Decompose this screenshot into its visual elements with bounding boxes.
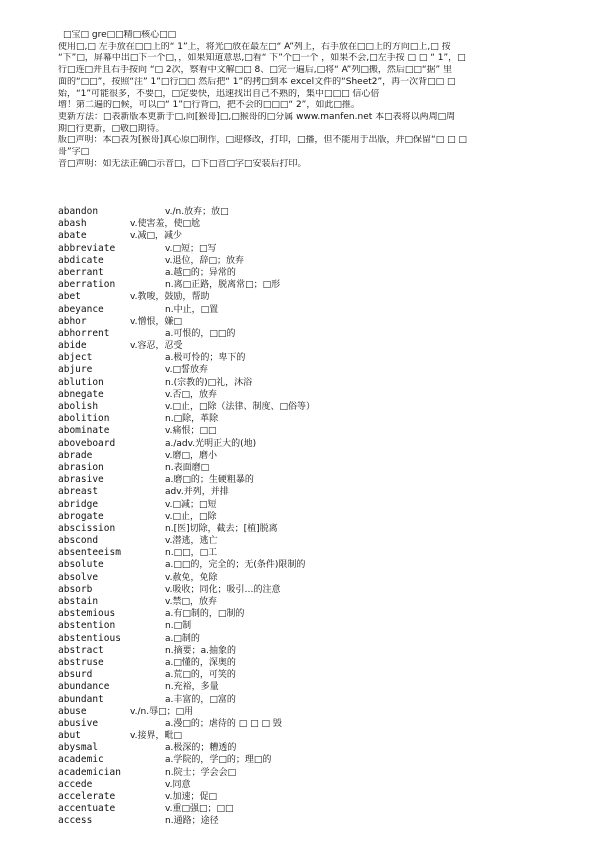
vocabulary-row — [58, 340, 558, 352]
vocabulary-definition: v.使害羞，使□尬 — [130, 219, 200, 230]
vocabulary-word: accelerate — [58, 791, 116, 802]
vocabulary-definition: v.接界，毗□ — [130, 731, 182, 742]
vocabulary-row — [58, 401, 558, 413]
vocabulary-row — [58, 474, 558, 486]
vocabulary-word: abrade — [58, 449, 93, 461]
vocabulary-definition: a.可恨的，□□的 — [165, 328, 236, 339]
vocabulary-row — [58, 620, 558, 632]
vocabulary-word: abstract — [58, 644, 104, 656]
vocabulary-definition: v.重□强□；□□ — [165, 804, 234, 815]
vocabulary-definition: adv.并列，并排 — [165, 487, 229, 498]
vocabulary-row — [58, 462, 558, 474]
vocabulary-word: abjure — [58, 364, 93, 376]
vocabulary-row — [58, 572, 558, 584]
vocabulary-word: absenteeism — [58, 547, 121, 559]
vocabulary-word: abuse — [58, 705, 87, 717]
vocabulary-row — [58, 413, 558, 425]
vocabulary-word: abnegate — [58, 388, 104, 400]
vocabulary-definition: v.□减；□短 — [165, 499, 217, 510]
intro-line: 使用□,□ 左手放在□□上的“ 1”上，将光□放在最左□“ A”列上，右手放在□□上的方向□上,□ 按 — [58, 41, 451, 52]
vocabulary-row — [58, 742, 558, 754]
vocabulary-definition: v.磨□，磨小 — [165, 450, 217, 461]
vocabulary-row — [58, 694, 558, 706]
vocabulary-word: aberrant — [58, 266, 104, 278]
vocabulary-definition: n.□□，□工 — [165, 548, 218, 559]
vocabulary-row — [58, 669, 558, 681]
intro-section — [58, 30, 558, 170]
intro-line: 面的“□□”，按照“注” 1”□行□□ 然后把“ 1”的拷□到本 excel文件的“Sheet2”，再一次背□□ □ — [58, 76, 456, 87]
vocabulary-row — [58, 352, 558, 364]
intro-line: “下”□，屏幕中出□下一个□，，如果知道意思,□看“ 下”个□一个 ，如果不会,□左手按 □ □ “ 1”，□ — [58, 53, 466, 64]
vocabulary-definition: v.容忍，忍受 — [130, 341, 183, 352]
vocabulary-row — [58, 681, 558, 693]
intro-line: 增！第二遍的□候，可以□“ 1”□行背□，把不会的□□□“ 2”，如此□推。 — [58, 100, 360, 111]
vocabulary-definition: a./adv.光明正大的(地) — [165, 438, 257, 449]
intro-line: 哥”字□ — [58, 147, 90, 158]
vocabulary-row — [58, 608, 558, 620]
vocabulary-definition: a.极可怜的；卑下的 — [165, 353, 246, 364]
update-method-line: 更新方法：□表新版本更新于□,向[猴哥]□,□猴哥的□分属 www.manfen.net 本□表将以两周□周 — [58, 111, 456, 122]
vocabulary-row — [58, 559, 558, 571]
vocabulary-definition: n.□制 — [165, 621, 192, 632]
vocabulary-definition: a.越□的；异常的 — [165, 267, 236, 278]
vocabulary-definition: a.极深的；糟透的 — [165, 743, 237, 754]
vocabulary-word: abdicate — [58, 254, 104, 266]
vocabulary-row — [58, 291, 558, 303]
vocabulary-row — [58, 511, 558, 523]
vocabulary-word: absorb — [58, 583, 93, 595]
vocabulary-row — [58, 645, 558, 657]
vocabulary-definition: a.磨□的；生硬粗暴的 — [165, 475, 254, 486]
vocabulary-word: abundant — [58, 693, 104, 705]
vocabulary-row — [58, 730, 558, 742]
vocabulary-word: abstruse — [58, 656, 104, 668]
vocabulary-row — [58, 499, 558, 511]
vocabulary-definition: a.□制的 — [165, 633, 200, 644]
vocabulary-word: abate — [58, 230, 87, 242]
vocabulary-row — [58, 230, 558, 242]
vocabulary-definition: n.离□正路，脱离常□；□形 — [165, 280, 281, 291]
vocabulary-row — [58, 706, 558, 718]
vocabulary-word: abhorrent — [58, 327, 110, 339]
vocabulary-word: abet — [58, 291, 81, 303]
vocabulary-word: accede — [58, 778, 93, 790]
vocabulary-row — [58, 657, 558, 669]
intro-line: 始，“1”可能很多，不要□，□定要快，迅速找出自己不熟的，集中□□□ 信心倍 — [58, 88, 380, 99]
vocabulary-definition: a.丰富的，□富的 — [165, 694, 236, 705]
vocabulary-word: abject — [58, 352, 93, 364]
vocabulary-row — [58, 803, 558, 815]
vocabulary-definition: v.退位，辞□；放弃 — [165, 255, 244, 266]
vocabulary-row — [58, 450, 558, 462]
vocabulary-row — [58, 279, 558, 291]
vocabulary-definition: n.充裕，多量 — [165, 682, 219, 693]
vocabulary-definition: v.加速；促□ — [165, 792, 217, 802]
vocabulary-row — [58, 486, 558, 498]
vocabulary-definition: n.(宗教的)□礼，沐浴 — [165, 377, 253, 388]
vocabulary-definition: v.□止，□除 — [165, 511, 217, 522]
vocabulary-word: abominate — [58, 425, 110, 437]
vocabulary-word: access — [58, 815, 93, 827]
vocabulary-row — [58, 767, 558, 779]
vocabulary-row — [58, 718, 558, 730]
vocabulary-row — [58, 328, 558, 340]
vocabulary-definition: v./n.辱□；□用 — [130, 706, 194, 717]
vocabulary-definition: a.荒□的，可笑的 — [165, 670, 236, 681]
vocabulary-word: abolition — [58, 413, 110, 425]
intro-line: 期□行更新，□敬□期待。 — [58, 123, 165, 134]
vocabulary-word: ablution — [58, 376, 104, 388]
vocabulary-row — [58, 535, 558, 547]
vocabulary-word: abrasive — [58, 474, 104, 486]
vocabulary-row — [58, 779, 558, 791]
vocabulary-word: abolish — [58, 401, 99, 412]
vocabulary-definition: v.否□，放弃 — [165, 389, 217, 400]
vocabulary-definition: v.教唆，鼓励，帮助 — [130, 292, 210, 303]
vocabulary-row — [58, 425, 558, 437]
vocabulary-word: academic — [58, 754, 104, 766]
intro-line: 行□连□并且右手按向 “□ 2次，察看中文解□□ 8、□完一遍后,□将“ A”列□搬，然后□□“据” 里 — [58, 65, 453, 76]
vocabulary-word: abundance — [58, 681, 110, 693]
vocabulary-definition: v.□誓放弃 — [165, 365, 208, 376]
vocabulary-word: absolve — [58, 571, 99, 583]
vocabulary-definition: n.通路；途径 — [165, 816, 219, 827]
vocabulary-row — [58, 267, 558, 279]
vocabulary-row — [58, 438, 558, 450]
vocabulary-word: abstention — [58, 620, 116, 632]
vocabulary-definition: v.憎恨，嫌□ — [130, 316, 182, 327]
vocabulary-word: abbreviate — [58, 242, 116, 254]
vocabulary-word: abreast — [58, 486, 99, 498]
vocabulary-word: abysmal — [58, 742, 99, 754]
vocabulary-list — [58, 206, 558, 828]
vocabulary-definition: a.□懂的，深奥的 — [165, 657, 236, 668]
vocabulary-row — [58, 218, 558, 230]
vocabulary-definition: v.同意 — [165, 779, 191, 790]
vocabulary-word: absolute — [58, 559, 104, 571]
vocabulary-definition: n.[医]切除，截去；[植]脱离 — [165, 523, 278, 534]
vocabulary-definition: v.赦免，免除 — [165, 572, 218, 583]
vocabulary-definition: a.□□的，完全的；无(条件)限制的 — [165, 560, 306, 571]
vocabulary-definition: a.漫□的；虐待的 □ □ □ 毁 — [165, 718, 282, 729]
vocabulary-row — [58, 523, 558, 535]
vocabulary-row — [58, 316, 558, 328]
vocabulary-word: abandon — [58, 206, 99, 217]
vocabulary-row — [58, 596, 558, 608]
vocabulary-row — [58, 377, 558, 389]
vocabulary-definition: n.中止，□置 — [165, 304, 219, 315]
vocabulary-definition: n.□除，革除 — [165, 414, 219, 425]
vocabulary-definition: a.学院的，学□的；理□的 — [165, 755, 272, 766]
vocabulary-definition: v.□止，□除（法律、制度、□俗等） — [165, 402, 315, 412]
vocabulary-definition: v.□短；□写 — [165, 243, 217, 254]
vocabulary-word: abeyance — [58, 303, 104, 315]
vocabulary-definition: v./n.放弃；放□ — [165, 207, 229, 217]
vocabulary-word: accentuate — [58, 803, 116, 815]
vocabulary-row — [58, 584, 558, 596]
vocabulary-definition: n.院士；学会会□ — [165, 767, 237, 778]
vocabulary-definition: n.摘要；a.抽象的 — [165, 645, 236, 656]
vocabulary-word: abstemious — [58, 608, 116, 620]
vocabulary-row — [58, 791, 558, 803]
vocabulary-row — [58, 754, 558, 766]
vocabulary-word: abash — [58, 218, 87, 230]
vocabulary-row — [58, 304, 558, 316]
vocabulary-definition: v.痛恨；□□ — [165, 426, 217, 437]
vocabulary-word: abscond — [58, 535, 99, 547]
vocabulary-definition: v.减□，减少 — [130, 231, 182, 242]
vocabulary-word: abrasion — [58, 461, 104, 473]
vocabulary-definition: v.吸收；同化；吸引…的注意 — [165, 584, 281, 595]
vocabulary-word: abrogate — [58, 510, 104, 522]
vocabulary-word: abscission — [58, 522, 116, 534]
vocabulary-definition: v.禁□，放弃 — [165, 597, 217, 607]
vocabulary-word: abhor — [58, 315, 87, 327]
vocabulary-row — [58, 206, 558, 218]
phonetic-note-line: 音□声明：如无法正确□示音□，□下□音□字□安装后打印。 — [58, 158, 307, 169]
document-title: □宝□ gre□□精□核心□□ — [63, 30, 177, 40]
vocabulary-row — [58, 815, 558, 827]
vocabulary-row — [58, 243, 558, 255]
vocabulary-row — [58, 389, 558, 401]
vocabulary-word: aboveboard — [58, 437, 116, 449]
vocabulary-definition: v.潜逃，逃亡 — [165, 536, 218, 547]
vocabulary-word: abstentious — [58, 632, 121, 644]
vocabulary-word: abut — [58, 730, 81, 742]
vocabulary-row — [58, 547, 558, 559]
vocabulary-word: abusive — [58, 717, 99, 729]
vocabulary-definition: a.有□制的，□制的 — [165, 609, 245, 620]
copyright-line: 版□声明：本□表为[猴哥]真心原□制作，□迎修改，打印，□播，但不能用于出版，并□保留“□ □ □ — [58, 135, 467, 146]
vocabulary-word: aberration — [58, 279, 116, 291]
vocabulary-word: academician — [58, 766, 121, 778]
vocabulary-word: abide — [58, 340, 87, 352]
vocabulary-row — [58, 364, 558, 376]
vocabulary-row — [58, 633, 558, 645]
vocabulary-definition: n.表面磨□ — [165, 462, 210, 473]
vocabulary-word: abridge — [58, 498, 99, 510]
vocabulary-word: abstain — [58, 596, 99, 607]
vocabulary-row — [58, 255, 558, 267]
vocabulary-word: absurd — [58, 669, 93, 681]
